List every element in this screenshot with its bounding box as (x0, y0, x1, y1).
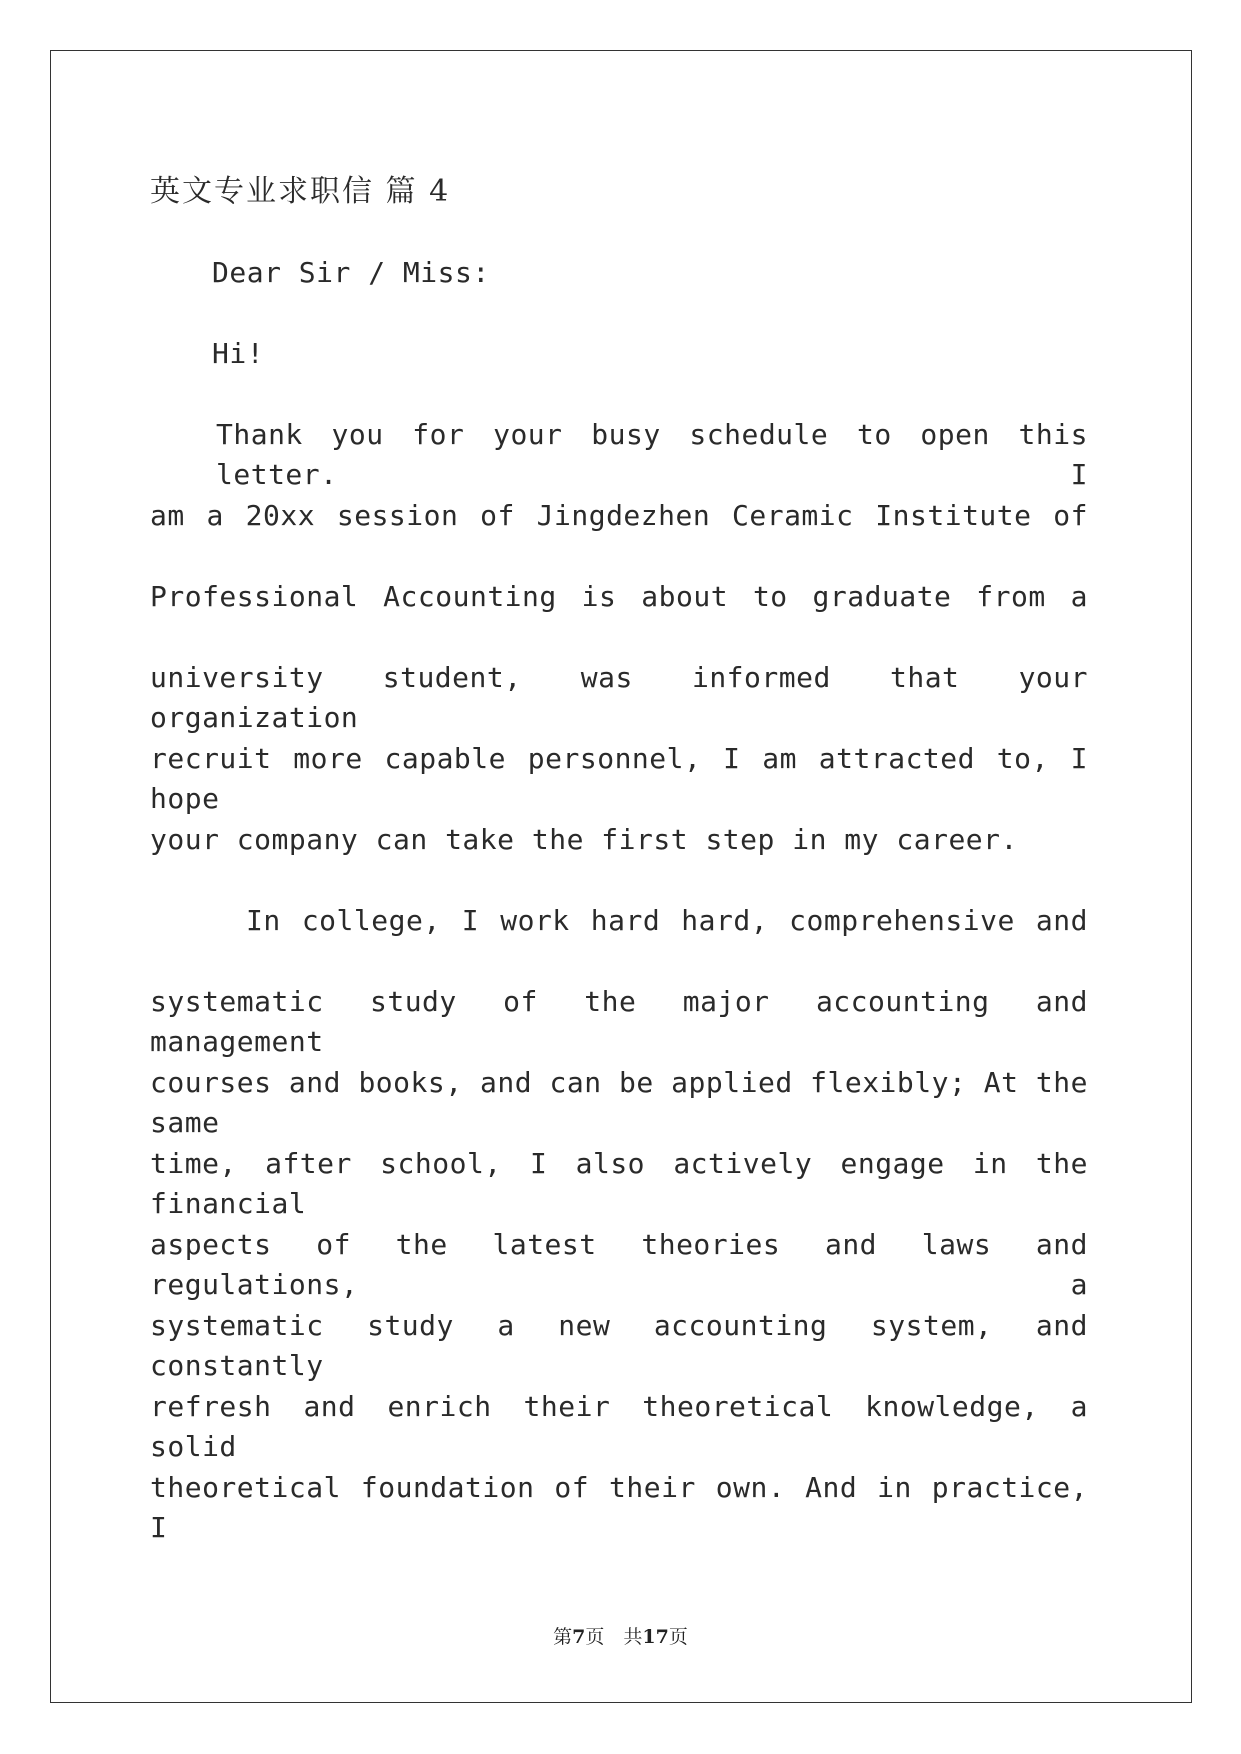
footer-total-pages: 17 (642, 1626, 669, 1648)
body-line-9: courses and books, and can be applied flexibly; At the same (150, 1066, 1088, 1139)
footer-page-number: 7 (572, 1626, 586, 1648)
footer-prefix: 第 (553, 1626, 573, 1648)
body-line-11: aspects of the latest theories and laws and regulations, a (150, 1228, 1088, 1301)
body-line-8: systematic study of the major accounting and management (150, 985, 1088, 1058)
body-line-14: theoretical foundation of their own. And in practice, I (150, 1471, 1088, 1544)
document-title: 英文专业求职信 篇 4 (150, 174, 451, 209)
body-line-5: recruit more capable personnel, I am attracted to, I hope (150, 742, 1088, 815)
body-line-3: Professional Accounting is about to graduate from a (150, 580, 1088, 613)
salutation: Dear Sir / Miss: (212, 256, 490, 289)
body-line-7: In college, I work hard hard, comprehensive and (246, 904, 1088, 937)
footer-mid: 页 共 (585, 1626, 643, 1648)
body-line-2: am a 20xx session of Jingdezhen Ceramic Institute of (150, 499, 1088, 532)
greeting: Hi! (212, 337, 265, 370)
footer-suffix: 页 (668, 1626, 688, 1648)
body-line-6: your company can take the first step in my career. (150, 823, 1018, 856)
body-line-13: refresh and enrich their theoretical knowledge, a solid (150, 1390, 1088, 1463)
page-footer (0, 1622, 1241, 1649)
body-line-4: university student, was informed that your organization (150, 661, 1088, 734)
body-line-12: systematic study a new accounting system, and constantly (150, 1309, 1088, 1382)
body-line-1: Thank you for your busy schedule to open this letter. I (216, 418, 1088, 491)
body-line-10: time, after school, I also actively engage in the financial (150, 1147, 1088, 1220)
